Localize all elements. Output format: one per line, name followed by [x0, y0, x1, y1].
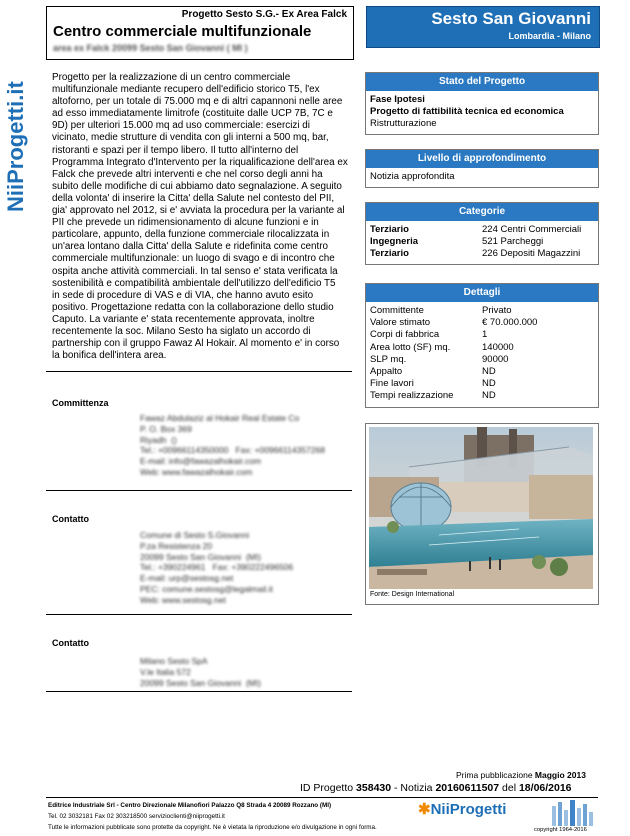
contact-block-comune — [140, 530, 293, 606]
stato-fase: Fase Ipotesi — [370, 94, 425, 105]
contact-line: V.le Italia 572 — [140, 666, 191, 677]
contact-line: 20099 Sesto San Giovanni (MI) — [140, 677, 261, 688]
footer-publisher: Editrice Industriale Srl - Centro Direzionale Milanofiori Palazzo Q8 Strada 4 20089 Rozzano (MI) — [48, 802, 332, 809]
dettaglio-key: Valore stimato — [370, 317, 431, 329]
panel-livello-title: Livello di approfondimento — [366, 150, 598, 168]
dettaglio-key: Area lotto (SF) mq. — [370, 341, 451, 353]
contact-label-milanosesto: Contatto — [52, 638, 89, 648]
description-line: recentemente la soc. Milano Sesto ha siglato un accordo di — [52, 325, 311, 337]
categoria-value: 226 Depositi Magazzini — [482, 248, 581, 259]
panel-categorie-title: Categorie — [366, 203, 598, 221]
dettaglio-value: ND — [482, 366, 496, 378]
logo-star-icon: ✱ — [418, 801, 431, 818]
description-line: subito delle modifiche di cui abbiamo dato segnalazione. A seguito — [52, 180, 342, 192]
livello-value: Notizia approfondita — [370, 171, 455, 182]
dettaglio-key: SLP mq. — [370, 353, 407, 365]
divider — [46, 797, 598, 798]
stato-livello-progetto: Progetto di fattibilità tecnica ed economica — [370, 106, 564, 117]
dettaglio-row — [370, 329, 594, 341]
footer-contacts: Tel. 02 3032181 Fax 02 303218500 servizioclienti@niiprogetti.it — [48, 813, 225, 820]
description-line: positivo. Progettazione redatta con la collaborazione dello studio — [52, 301, 334, 313]
footer-copyright: copyright 1964-2016 — [534, 827, 587, 833]
divider — [46, 490, 352, 491]
panel-stato-progetto — [365, 72, 599, 135]
categoria-key: Terziario — [370, 224, 409, 235]
description-line: gia' approvato nel 2012, si e' avviata la procedura per la variante al — [52, 205, 345, 217]
image-caption: Fonte: Design International — [370, 591, 455, 598]
dettaglio-value: Privato — [482, 305, 512, 316]
categoria-key: Terziario — [370, 248, 409, 259]
contact-line: PEC: comune.sestosg@legalmail.it — [140, 583, 273, 594]
stato-tipo-intervento: Ristrutturazione — [370, 118, 437, 129]
project-id-line — [300, 782, 572, 794]
contact-line: Tel.: +390224961 Fax: +390222496506 — [140, 562, 294, 573]
project-description — [52, 72, 352, 362]
project-tag: Progetto Sesto S.G.- Ex Area Falck — [181, 9, 347, 20]
vertical-logo-text: NiiProgetti.it — [3, 81, 28, 212]
del-label: del — [502, 782, 517, 794]
contact-line: Riyadh () — [140, 434, 177, 445]
dettaglio-key: Committente — [370, 305, 424, 316]
panel-dettagli — [365, 283, 599, 408]
dettaglio-key: Appalto — [370, 366, 403, 378]
description-line: multifunzionale mediante recupero dell'edificio storico T5, l'ex — [52, 84, 320, 96]
dettaglio-row — [370, 305, 594, 317]
divider — [46, 691, 352, 692]
city-name: Sesto San Giovanni — [431, 9, 591, 28]
description-line: la bonifica dell'intera area. — [52, 350, 167, 362]
contact-line: E-mail: urp@sestosg.net — [140, 573, 234, 584]
categoria-value: 521 Parcheggi — [482, 236, 544, 247]
footer-copyright-notice: Tutte le informazioni pubblicate sono protette da copyright. Ne è vietata la riproduzione e/o divulgazione in ogni forma. — [48, 824, 377, 831]
contact-line: P. O. Box 369 — [140, 423, 192, 434]
del-value: 18/06/2016 — [518, 782, 572, 794]
contact-line: E-mail: info@fawazalhokair.com — [140, 456, 262, 467]
project-title: Centro commerciale multifunzionale — [53, 23, 312, 40]
contact-line: P.za Resistenza 20 — [140, 540, 213, 551]
dettaglio-value: € 70.000.000 — [482, 317, 538, 329]
dettaglio-value: ND — [482, 390, 496, 402]
description-line: PII che prevede un ridimensionamento di alcune funzioni e in — [52, 217, 319, 229]
dettaglio-key: Tempi realizzazione — [370, 390, 454, 402]
panel-livello — [365, 149, 599, 188]
dettaglio-row — [370, 354, 594, 366]
description-line: Progetto per la realizzazione di un centro commerciale — [52, 72, 291, 83]
categoria-row — [370, 248, 594, 260]
project-header — [46, 6, 354, 60]
description-line: Programma Integrato d'Intervento per la riqualificazione dell'area ex — [52, 156, 348, 168]
project-rendering — [365, 423, 599, 605]
city-banner — [366, 6, 600, 48]
panel-categorie — [365, 202, 599, 265]
description-line: in sede di procedure di VAS e di VIA, che hanno avuto esito — [52, 289, 314, 301]
description-line: sostenibilità e compatibilità ambientale dell'utilizzo dell'edificio T5 — [52, 277, 336, 289]
dettaglio-value: 90000 — [482, 353, 509, 365]
description-line: 9D) per ulteriori 15.000 mq ad uso commerciale: esercizi di — [52, 120, 310, 132]
niiprogetti-footer-logo — [418, 800, 506, 818]
contact-line: Milano Sesto SpA — [140, 656, 208, 666]
description-line: Caputo. La variante e' stata recentemente approvata, inoltre — [52, 313, 315, 325]
city-region: Lombardia - Milano — [508, 31, 591, 41]
contact-line: Web: www.sestosg.net — [140, 594, 226, 605]
description-line: ristoranti e spazi per il tempo libero. Il tutto all'interno del — [52, 144, 299, 156]
description-line: particolare, appunto, della funzione commerciale rilocalizzata in — [52, 229, 330, 241]
dettaglio-row — [370, 366, 594, 378]
dettaglio-value: 140000 — [482, 341, 514, 353]
notizia-label: - Notizia — [394, 782, 433, 794]
categoria-value: 224 Centri Commerciali — [482, 224, 582, 235]
dettaglio-key: Corpi di fabbrica — [370, 329, 440, 341]
notizia-value: 20160611507 — [435, 782, 500, 794]
footer-logo-text: NiiProgetti — [430, 801, 507, 818]
niiprogetti-vertical-logo — [2, 6, 28, 216]
description-line: un'area lontano dalla Citta' della Salute e ridefinita come centro — [52, 241, 329, 253]
contact-line: Web: www.fawazalhokair.com — [140, 466, 253, 477]
description-line: Falck che prevede altri interventi e che nel corso degli anni ha — [52, 168, 323, 180]
description-line: partnership con il gruppo Fawaz Al Hokair. Al momento e' in corso — [52, 338, 340, 350]
divider — [46, 371, 352, 372]
dettaglio-row — [370, 342, 594, 354]
description-line: commerciale multifunzionale: un luogo di svago e di incontro che — [52, 253, 335, 265]
dettaglio-row — [370, 390, 594, 402]
first-pub-label: Prima pubblicazione — [456, 770, 533, 780]
first-publication — [456, 770, 586, 780]
contact-line: Tel.: +00966114350000 Fax: +00966114357268 — [140, 445, 325, 456]
dettaglio-value: ND — [482, 378, 496, 390]
contact-line: Comune di Sesto S.Giovanni — [140, 530, 250, 540]
description-line: ad esso immediatamente limitrofe (costituite dalle UCP 7B, 7C e — [52, 108, 333, 120]
categoria-row — [370, 224, 594, 236]
id-label: ID Progetto — [300, 782, 354, 794]
description-line: ospita anche attività commerciali. In tal senso e' stata verificata la — [52, 265, 338, 277]
description-line: altoforno, per un totale di 75.000 mq e di altri capannoni nelle aree — [52, 96, 343, 108]
first-pub-value: Maggio 2013 — [534, 770, 586, 780]
contact-block-milanosesto — [140, 656, 261, 688]
project-address: area ex Falck 20099 Sesto San Giovanni ( MI ) — [53, 43, 248, 53]
contact-line: 20099 Sesto San Giovanni (MI) — [140, 551, 261, 562]
description-line: vicinato, medie strutture di vendita con gli interni a 500 mq, bar, — [52, 132, 329, 144]
categoria-row — [370, 236, 594, 248]
categoria-key: Ingegneria — [370, 236, 419, 247]
contact-block-committenza — [140, 413, 325, 478]
divider — [46, 614, 352, 615]
dettaglio-row — [370, 317, 594, 329]
id-value: 358430 — [356, 782, 392, 794]
description-line: della volonta' di inserire la Citta' della Salute nel contesto del PII, — [52, 192, 335, 204]
dettaglio-value: 1 — [482, 329, 488, 341]
panel-dettagli-title: Dettagli — [366, 284, 598, 302]
skyline-bars-icon — [522, 798, 602, 826]
dettaglio-key: Fine lavori — [370, 378, 414, 390]
contact-label-committenza: Committenza — [52, 398, 109, 408]
dettaglio-row — [370, 378, 594, 390]
contact-line: Fawaz Abdulaziz al Hokair Real Estate Co — [140, 413, 300, 423]
contact-label-comune: Contatto — [52, 514, 89, 524]
panel-stato-title: Stato del Progetto — [366, 73, 598, 91]
rendering-image — [369, 427, 593, 589]
